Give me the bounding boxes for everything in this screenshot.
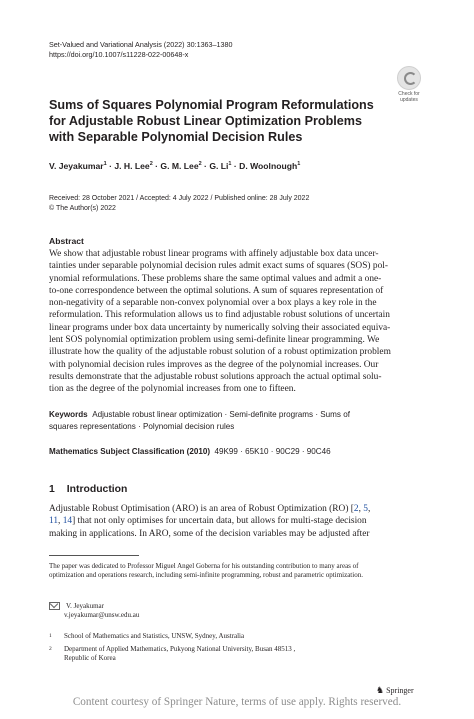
abstract-line: tainties under separable polynomial decision rules admit exact sums of squares (SOS) pol-	[49, 261, 388, 272]
check-updates-icon	[397, 66, 421, 90]
copyright-line: © The Author(s) 2022	[49, 205, 116, 212]
section-heading	[49, 484, 127, 495]
author-name: G. M. Lee	[160, 161, 199, 171]
envelope-icon	[49, 602, 60, 610]
intro-paragraph: Adjustable Robust Optimisation (ARO) is an area of Robust Optimization (RO) [2, 5, 11, 14] that not only optimises for uncertain data, but allows for multi-stage decision making in applications. In ARO, some of the decision variables may be adjusted after	[49, 503, 425, 540]
author-separator: ·	[152, 161, 161, 171]
citation-link[interactable]: 11	[49, 516, 59, 527]
badge-label-2: updates	[400, 97, 418, 103]
citation-link[interactable]: 14	[62, 516, 73, 527]
corresponding-name: V. Jeyakumar	[66, 602, 104, 610]
author-separator: ·	[106, 161, 115, 171]
author-affiliation-mark: 1	[103, 161, 107, 168]
abstract-line: ynomial reformulations. These problems share the same optimal values and admit a one-	[49, 273, 382, 284]
keywords-line-1: Adjustable robust linear optimization · Semi-definite programs · Sums of	[92, 410, 350, 419]
publisher-name: Springer	[386, 686, 414, 695]
affiliation-1	[49, 632, 244, 641]
springer-horse-icon: ♞	[376, 685, 385, 695]
courtesy-notice: Content courtesy of Springer Nature, terms of use apply. Rights reserved.	[72, 696, 402, 708]
abstract-line: non-negativity of a separable non-convex polynomial over a box plays a key role in the	[49, 298, 377, 309]
section-title: Introduction	[66, 484, 128, 495]
author-separator: ·	[201, 161, 210, 171]
author-affiliation-mark: 1	[228, 161, 232, 168]
affiliation-number: 1	[49, 633, 52, 639]
affiliation-text: Department of Applied Mathematics, Pukyong National University, Busan 48513 ,	[64, 645, 296, 653]
author-name: G. Li	[209, 161, 229, 171]
author-name: D. Woolnough	[239, 161, 298, 171]
keywords-line-2: squares representations · Polynomial decision rules	[49, 422, 235, 432]
affiliation-text: Republic of Korea	[64, 654, 116, 663]
dates-line: Received: 28 October 2021 / Accepted: 4 July 2022 / Published online: 28 July 2022	[49, 195, 310, 202]
intro-text: ] that not only optimises for uncertain data, but allows for multi-stage decision	[72, 516, 367, 527]
abstract-line: lent SOS polynomial optimization problem using semi-definite linear programming. We	[49, 335, 380, 346]
check-for-updates-badge[interactable]	[392, 66, 426, 102]
publisher-logo	[376, 685, 414, 696]
publication-dates	[49, 194, 309, 214]
citation-link[interactable]: 2	[353, 504, 359, 514]
citation-link[interactable]: 5	[363, 504, 368, 514]
journal-doi[interactable]: https://doi.org/10.1007/s11228-022-00648-x	[49, 50, 189, 59]
abstract-line: results demonstrate that the adjustable robust solutions approach the actual optimal solu-	[49, 371, 382, 382]
author-separator: ·	[231, 161, 240, 171]
author-affiliation-mark: 2	[198, 161, 202, 168]
author-affiliation-mark: 1	[297, 161, 301, 168]
author-name: J. H. Lee	[114, 161, 150, 171]
abstract-line: illustrate how the quality of the adjustable robust solution of a robust optimization problem	[49, 347, 391, 358]
abstract-line: with polynomial decision rules improves as the degree of the polynomial increases. Our	[49, 359, 379, 370]
journal-info	[49, 40, 233, 60]
dedication-footnote: The paper was dedicated to Professor Miguel Angel Goberna for his outstanding contribution to many areas of optimization and operations research, including semi-infinite programming, robust and parametric optimization.	[49, 562, 363, 580]
msc-label: Mathematics Subject Classification (2010)	[49, 447, 211, 456]
keywords-label: Keywords	[49, 410, 88, 419]
section-number: 1	[49, 484, 55, 495]
footnote-divider	[49, 555, 139, 556]
abstract-line: tion as the degree of the polynomial increases from one to fifteen.	[49, 384, 296, 395]
abstract-heading: Abstract	[49, 236, 84, 246]
affiliation-2	[49, 645, 295, 664]
author-name: V. Jeyakumar	[49, 161, 104, 171]
abstract-line: to-one correspondence between the optimal solutions. A sum of squares representation of	[49, 285, 384, 296]
affiliation-text: School of Mathematics and Statistics, UNSW, Sydney, Australia	[64, 632, 245, 640]
author-list	[49, 161, 300, 171]
subject-classification	[49, 447, 331, 456]
paper-title: Sums of Squares Polynomial Program Reformulations for Adjustable Robust Linear Optimization Problems with Separable Polynomial Decision Rules	[49, 98, 374, 144]
abstract-line: reformulation. This reformulation allows us to find adjustable robust solutions of uncertain	[49, 310, 390, 321]
abstract-line: linear programs under box data uncertainty by numerically solving their associated equiva-	[49, 322, 391, 333]
affiliation-number: 2	[49, 646, 52, 652]
abstract-body	[49, 248, 425, 396]
msc-value: 49K99 · 65K10 · 90C29 · 90C46	[214, 447, 331, 456]
author-affiliation-mark: 2	[149, 161, 153, 168]
corresponding-author	[49, 602, 139, 621]
corresponding-email[interactable]: v.jeyakumar@unsw.edu.au	[64, 611, 140, 620]
intro-text: making in applications. In ARO, some of the decision variables may be adjusted after	[49, 528, 370, 539]
badge-label-1: Check for	[398, 91, 420, 97]
intro-text: Adjustable Robust Optimisation (ARO) is an area of Robust Optimization (RO) [	[49, 504, 354, 514]
journal-citation: Set-Valued and Variational Analysis (2022) 30:1363–1380	[49, 40, 233, 49]
abstract-line: We show that adjustable robust linear programs with affinely adjustable box data uncer-	[49, 249, 379, 259]
keywords	[49, 409, 425, 433]
